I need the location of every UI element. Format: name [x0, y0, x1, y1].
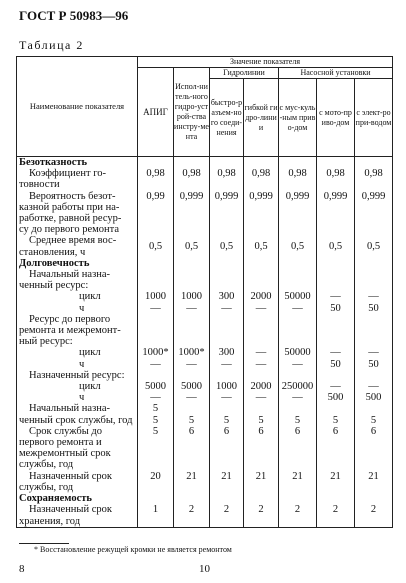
value-cell: 5	[317, 403, 355, 425]
row-label: Среднее время вос- становления, ч	[17, 235, 138, 257]
value-cell: 50000 —	[279, 291, 317, 313]
table-row	[17, 269, 393, 291]
row-label: Ресурс до первого ремонта и межремонт- ный ресурс:	[17, 314, 138, 348]
col-header: гибкой гидро-линии	[244, 79, 279, 157]
table-row	[17, 191, 393, 236]
value-cell	[279, 157, 317, 169]
table-row	[17, 235, 393, 257]
value-cell	[317, 269, 355, 291]
value-cell	[210, 269, 244, 291]
value-cell	[244, 493, 279, 504]
value-cell	[174, 157, 210, 169]
value-cell: 1000* —	[174, 347, 210, 369]
value-cell: — 50	[355, 347, 393, 369]
value-cell: 0,999	[317, 191, 355, 236]
value-cell: 1000 —	[174, 291, 210, 313]
value-cell: 0,5	[355, 235, 393, 257]
value-cell: 0,5	[138, 235, 174, 257]
value-cell: 21	[279, 471, 317, 493]
value-cell: 5 5	[138, 403, 174, 425]
value-cell	[210, 314, 244, 348]
value-cell: 21	[317, 471, 355, 493]
value-cell: 5	[244, 403, 279, 425]
value-cell: 2	[355, 504, 393, 527]
value-cell	[355, 493, 393, 504]
value-cell: 21	[355, 471, 393, 493]
value-cell	[210, 493, 244, 504]
value-cell: 0,98	[355, 168, 393, 190]
row-label: цикл ч	[17, 291, 138, 313]
value-cell: 1000 —	[210, 370, 244, 404]
value-cell	[174, 258, 210, 269]
row-label: Долговечность	[17, 258, 138, 269]
value-cell: 0,5	[244, 235, 279, 257]
value-cell: 6	[355, 426, 393, 471]
col-header: с мото-приво-дом	[317, 79, 355, 157]
table-label: Таблица 2	[19, 38, 84, 52]
value-cell: 50000 —	[279, 347, 317, 369]
value-cell: 1000* —	[138, 347, 174, 369]
row-label: Сохраняемость	[17, 493, 138, 504]
value-cell: 21	[210, 471, 244, 493]
value-cell	[279, 493, 317, 504]
table-row	[17, 291, 393, 313]
value-cell: 0,5	[210, 235, 244, 257]
value-cell: 0,98	[210, 168, 244, 190]
table-row	[17, 370, 393, 404]
value-cell: 2000 —	[244, 291, 279, 313]
value-cell: 250000 —	[279, 370, 317, 404]
value-cell	[210, 258, 244, 269]
value-cell	[138, 493, 174, 504]
value-cell: 6	[174, 426, 210, 471]
value-cell	[244, 258, 279, 269]
value-cell: 0,5	[174, 235, 210, 257]
value-cell: 5000 —	[174, 370, 210, 404]
value-cell: 0,98	[138, 168, 174, 190]
value-cell	[174, 314, 210, 348]
value-cell	[317, 157, 355, 169]
value-cell: 21	[244, 471, 279, 493]
page-number-center: 10	[199, 563, 210, 575]
value-cell	[317, 258, 355, 269]
value-cell: 20	[138, 471, 174, 493]
value-cell: 2	[279, 504, 317, 527]
value-cell: 5	[174, 403, 210, 425]
value-cell	[317, 314, 355, 348]
value-cell: 300 —	[210, 347, 244, 369]
name-header: Наименование показателя	[17, 57, 138, 157]
row-label: цикл ч	[17, 347, 138, 369]
value-cell	[174, 269, 210, 291]
value-cell	[138, 258, 174, 269]
row-label: Безотказность	[17, 157, 138, 169]
value-cell	[244, 269, 279, 291]
row-label: Срок службы до первого ремонта и межремонтный срок службы, год	[17, 426, 138, 471]
table-row	[17, 258, 393, 269]
row-label: Вероятность безот- казной работы при на- работке, равной ресур- су до первого ремонта	[17, 191, 138, 236]
table-row	[17, 471, 393, 493]
value-cell: — 50	[317, 291, 355, 313]
document-header: ГОСТ Р 50983—96	[19, 8, 129, 23]
value-cell	[138, 269, 174, 291]
value-cell: — —	[244, 347, 279, 369]
value-cell: 0,99	[138, 191, 174, 236]
col-header: с мус-куль-ным приво-дом	[279, 79, 317, 157]
value-cell: — 50	[317, 347, 355, 369]
subgroup-header: Насосной установки	[279, 68, 393, 79]
value-cell	[279, 314, 317, 348]
footnote-rule	[19, 543, 69, 544]
value-cell: 6	[279, 426, 317, 471]
value-cell: 0,5	[317, 235, 355, 257]
value-cell: — 50	[355, 291, 393, 313]
col-header: Испол-нитель-ного гидро-устрой-ства инстру-мента	[174, 68, 210, 157]
value-cell: 0,5	[279, 235, 317, 257]
table-row	[17, 168, 393, 190]
value-cell	[317, 493, 355, 504]
value-cell: 2	[174, 504, 210, 527]
value-cell: 21	[174, 471, 210, 493]
table-row	[17, 426, 393, 471]
value-cell	[355, 269, 393, 291]
table-row	[17, 157, 393, 169]
value-cell: 1	[138, 504, 174, 527]
value-cell: 0,999	[210, 191, 244, 236]
footnote: * Восстановление режущей кромки не является ремонтом	[34, 545, 232, 554]
table-row	[17, 314, 393, 348]
value-cell: 0,999	[174, 191, 210, 236]
value-cell: 2	[317, 504, 355, 527]
value-cell	[138, 314, 174, 348]
value-cell: 5	[210, 403, 244, 425]
value-cell: 300 —	[210, 291, 244, 313]
value-cell	[355, 157, 393, 169]
table-row	[17, 493, 393, 504]
value-cell	[174, 493, 210, 504]
value-cell: — 500	[355, 370, 393, 404]
value-cell: 0,98	[317, 168, 355, 190]
row-label: Коэффициент го- товности	[17, 168, 138, 190]
col-header: с элект-ропри-водом	[355, 79, 393, 157]
value-cell	[138, 157, 174, 169]
value-cell: 1000 —	[138, 291, 174, 313]
value-cell	[355, 258, 393, 269]
value-cell: 6	[317, 426, 355, 471]
row-label: Начальный назна- ченный ресурс:	[17, 269, 138, 291]
value-cell	[279, 269, 317, 291]
value-cell	[355, 314, 393, 348]
table-row	[17, 347, 393, 369]
value-cell: 6	[210, 426, 244, 471]
table-row	[17, 504, 393, 527]
value-cell	[244, 314, 279, 348]
group-header: Значение показателя	[138, 57, 393, 68]
row-label: Назначенный срок службы, год	[17, 471, 138, 493]
col-header: АПИГ	[138, 68, 174, 157]
value-cell: 0,999	[244, 191, 279, 236]
value-cell: 2	[210, 504, 244, 527]
value-cell: — 500	[317, 370, 355, 404]
col-header: быстро-разъем-ного соеди-нения	[210, 79, 244, 157]
value-cell	[210, 157, 244, 169]
value-cell: 0,98	[279, 168, 317, 190]
value-cell: 2	[244, 504, 279, 527]
table-row	[17, 403, 393, 425]
value-cell: 0,999	[279, 191, 317, 236]
value-cell	[244, 157, 279, 169]
value-cell: 5	[279, 403, 317, 425]
value-cell: 0,98	[174, 168, 210, 190]
value-cell: 5	[138, 426, 174, 471]
value-cell: 0,98	[244, 168, 279, 190]
value-cell	[279, 258, 317, 269]
value-cell: 2000 —	[244, 370, 279, 404]
value-cell: 6	[244, 426, 279, 471]
subgroup-header: Гидролинии	[210, 68, 279, 79]
value-cell: 0,999	[355, 191, 393, 236]
row-label: Назначенный срок хранения, год	[17, 504, 138, 527]
row-label: Назначенный ресурс: цикл ч	[17, 370, 138, 404]
specification-table	[16, 56, 393, 528]
row-label: Начальный назна- ченный срок службы, год	[17, 403, 138, 425]
value-cell: 5	[355, 403, 393, 425]
value-cell: 5000 —	[138, 370, 174, 404]
page-number-left: 8	[19, 563, 25, 575]
